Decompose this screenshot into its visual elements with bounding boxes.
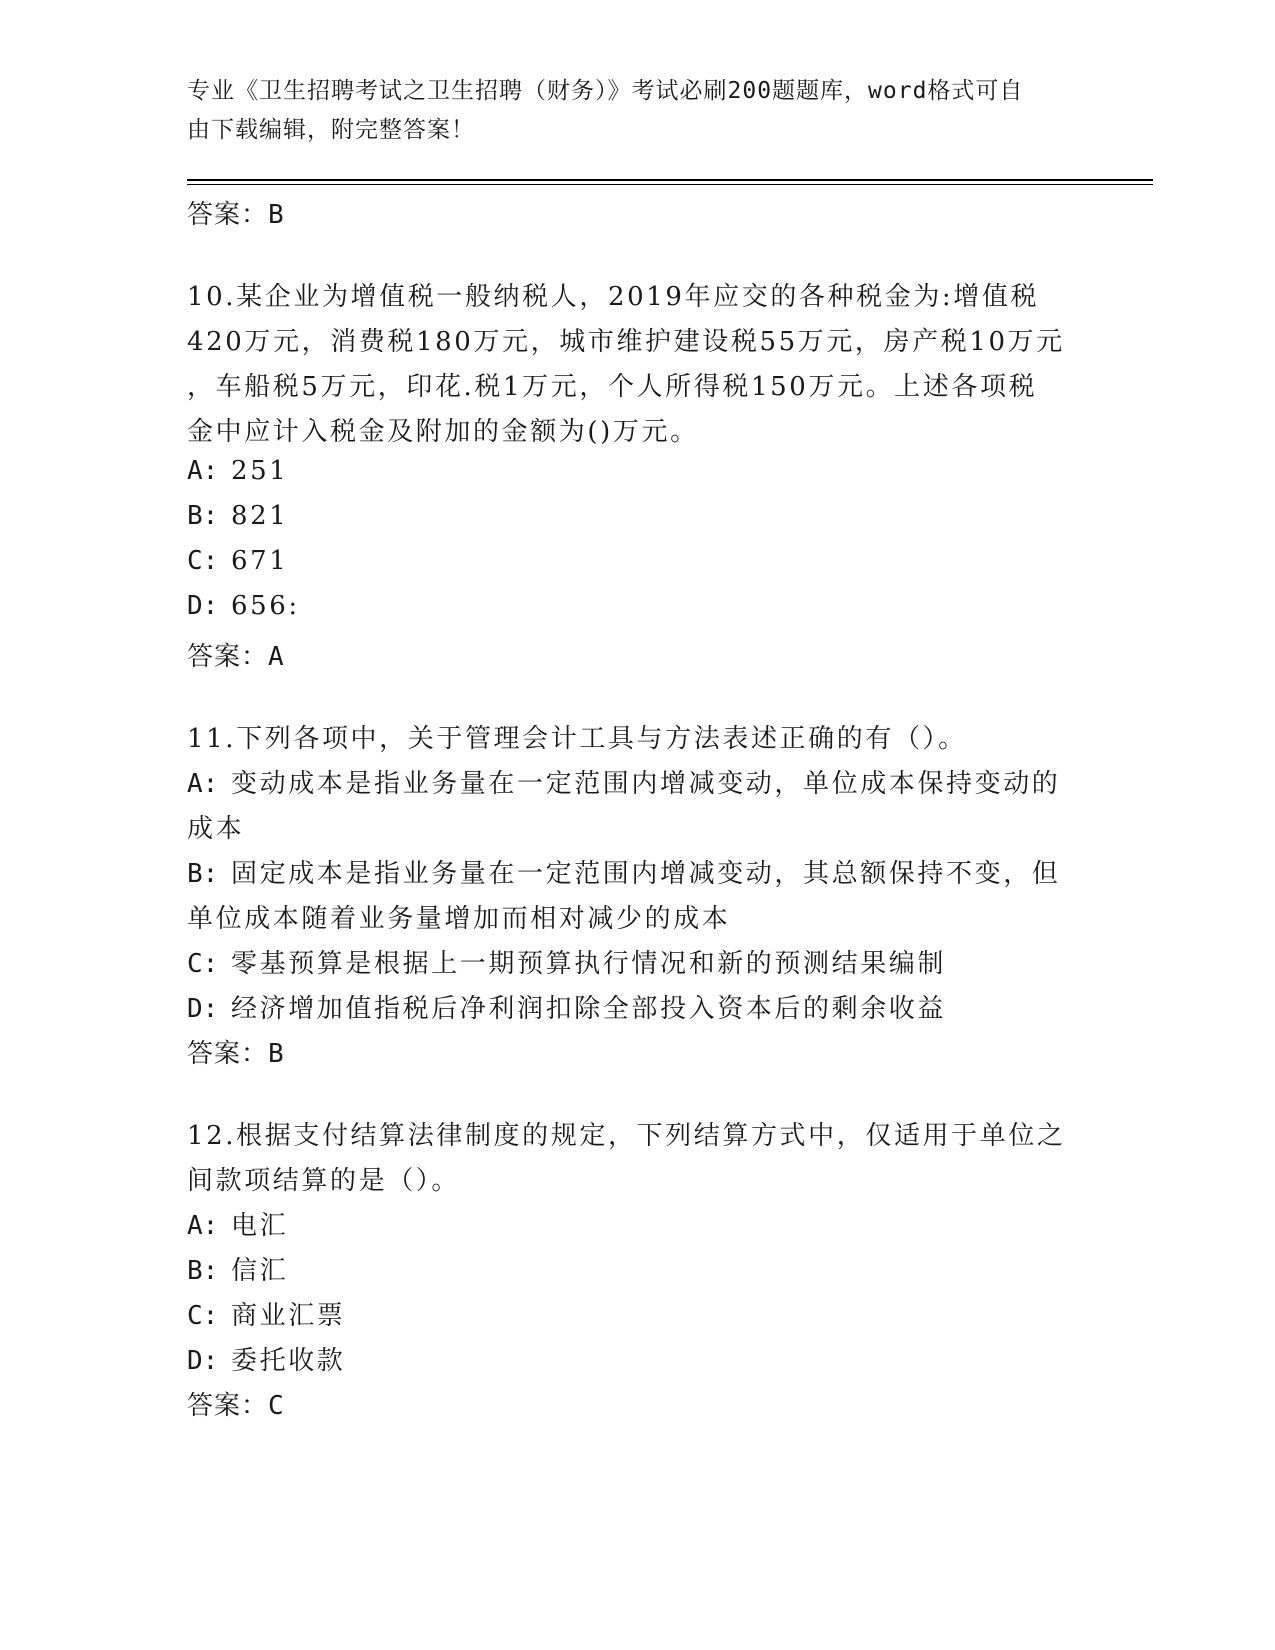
q10-option-a	[187, 456, 288, 486]
q10-stem-line-1: 10.某企业为增值税一般纳税人，2019年应交的各种税金为:增值税	[187, 282, 1040, 312]
option-letter: B:	[187, 501, 219, 531]
q12-option-a	[187, 1205, 288, 1242]
q10-option-c	[187, 546, 288, 576]
q12-answer: 答案：C	[187, 1391, 285, 1421]
q10-answer: 答案：A	[187, 642, 285, 672]
q11-option-b-continued: 单位成本随着业务量增加而相对减少的成本	[187, 904, 731, 934]
q10-option-d	[187, 591, 300, 621]
option-text: 变动成本是指业务量在一定范围内增减变动，单位成本保持变动的	[231, 769, 1061, 799]
q12-option-c	[187, 1295, 345, 1332]
option-letter: D:	[187, 1346, 219, 1376]
document-header	[187, 72, 1087, 150]
q12-option-d	[187, 1340, 345, 1377]
q11-option-d	[187, 988, 946, 1025]
header-divider-thin	[187, 184, 1153, 185]
option-letter: C:	[187, 546, 219, 576]
option-text: 商业汇票	[231, 1301, 346, 1331]
option-text: 821	[231, 501, 289, 531]
q12-stem-line-2: 间款项结算的是（）。	[187, 1166, 461, 1196]
q11-option-b	[187, 853, 1060, 890]
option-letter: D:	[187, 994, 219, 1024]
header-line-2: 由下载编辑，附完整答案！	[187, 117, 475, 143]
option-letter: A:	[187, 456, 219, 486]
option-letter: A:	[187, 769, 219, 799]
option-text: 671	[231, 546, 289, 576]
option-text: 656:	[231, 591, 300, 621]
option-letter: D:	[187, 591, 219, 621]
q11-answer: 答案：B	[187, 1039, 285, 1069]
option-text: 固定成本是指业务量在一定范围内增减变动，其总额保持不变，但	[231, 859, 1061, 889]
option-text: 电汇	[231, 1211, 289, 1241]
q11-option-c	[187, 943, 946, 980]
option-text: 委托收款	[231, 1346, 346, 1376]
q12-stem-line-1: 12.根据支付结算法律制度的规定，下列结算方式中，仅适用于单位之	[187, 1121, 1066, 1151]
option-text: 零基预算是根据上一期预算执行情况和新的预测结果编制	[231, 949, 947, 979]
q10-stem-line-2: 420万元，消费税180万元，城市维护建设税55万元，房产税10万元	[187, 327, 1065, 357]
q10-stem-line-3: ，车船税5万元，印花.税1万元，个人所得税150万元。上述各项税	[187, 372, 1038, 402]
prev-answer: 答案：B	[187, 200, 285, 230]
header-divider-thick	[187, 179, 1153, 181]
option-text: 信汇	[231, 1256, 289, 1286]
q12-option-b	[187, 1250, 288, 1287]
option-letter: B:	[187, 1256, 219, 1286]
header-line-1: 专业《卫生招聘考试之卫生招聘（财务）》考试必刷200题题库，word格式可自	[187, 78, 1024, 104]
option-text: 经济增加值指税后净利润扣除全部投入资本后的剩余收益	[231, 994, 947, 1024]
q11-option-a-continued: 成本	[187, 814, 245, 844]
option-letter: B:	[187, 859, 219, 889]
q10-option-b	[187, 501, 288, 531]
option-letter: C:	[187, 1301, 219, 1331]
q11-option-a	[187, 763, 1060, 800]
q11-stem-line-1: 11.下列各项中，关于管理会计工具与方法表述正确的有（）。	[187, 724, 967, 754]
option-text: 251	[231, 456, 289, 486]
q10-stem-line-4: 金中应计入税金及附加的金额为()万元。	[187, 417, 699, 447]
option-letter: A:	[187, 1211, 219, 1241]
option-letter: C:	[187, 949, 219, 979]
